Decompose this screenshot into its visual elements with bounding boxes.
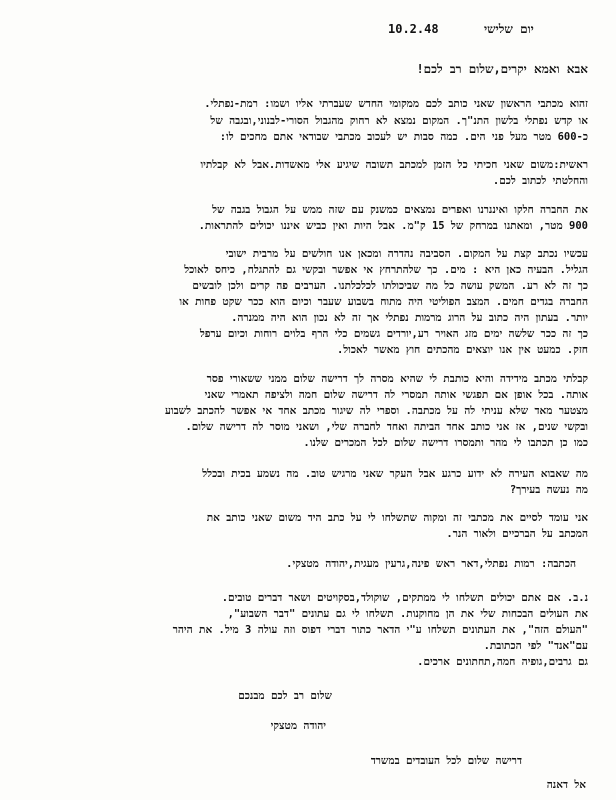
paragraph-4-line-4: החברה בגדים חמים. המצב הפוליטי היה מתוח בשבוע שעבר וכיום הוא ככר שקט פחות או: [179, 296, 588, 308]
paragraph-5-line-2: אותה. בכל אופן אם תפגשי אותה תמסרי לה דרישה שלום חמה ולציפה תאמרי שאני: [204, 389, 588, 401]
return-address: הכתבה: רמות נפתלי,דאר ראש פינה,גרעין מעגית,יהודה מטצקי.: [286, 558, 576, 570]
paragraph-5-line-3: מצטער מאד שלא עניתי לה על מכתבה. וספרי לה שיגור מכתב אחד אי אפשר להכתב לשבוע: [164, 405, 588, 417]
paragraph-4-line-6: כך זה ככר שלשה ימים מזג האויר רע,יורדים גשמים כלי הרף בלוים רוחות וכיום ערפל: [199, 328, 588, 340]
postscript-line-4: עם"אנד" לפי הכתובת.: [483, 640, 588, 652]
paragraph-4-line-2: הגליל. הבעיה כאן היא : מים. כך שלהתרחץ אי אפשר ובקשי גם להתגלח, כיחס לאוכל: [184, 264, 588, 276]
closing-line: שלום רב לכם מבנכם: [238, 690, 332, 702]
postscript-line-3: "העולם הזה", את העתונים תשלחו ע"י הדאר כתור דברי דפוס וזה עולה 3 מיל. את היהר: [172, 624, 588, 636]
paragraph-7-line-1: אני עומד לסיים את מכתבי זה ומקוה שתשלחו לי על כתב היד משום שאני כותב את: [206, 512, 588, 524]
paragraph-5-line-4: ובקשי שנים, אז אני כותב אחד הביתה ואחד לחברה שלי, ושאני מוסר לה דרישה שלום.: [185, 421, 588, 433]
paragraph-5-line-5: כמו כן תכתבו לי מהר ותמסרו דרישה שלום לכל המכרים שלנו.: [303, 437, 588, 449]
signature: יהודה מטצקי: [270, 720, 326, 732]
paragraph-4-line-7: חזק. כמעט אין אנו יוצאים מהכתים חוץ מאשר לאכול.: [336, 344, 588, 356]
paragraph-6-line-2: מה נעשה בעירך?: [509, 484, 588, 496]
paragraph-5-line-1: קבלתי מכתב מידידה והיא כותבת לי שהיא מסרה לך דרישה שלום ממני ששאורי פסר: [206, 373, 588, 385]
postscript-line-2: את העולים הבכחות שלי את הן מחוקנות. תשלחו לי גם עתונים "דבר השבוע",: [227, 608, 588, 620]
regards-to-office: דרישה שלום לכל העובדים במשרד: [370, 755, 522, 767]
paragraph-7-line-2: המכתב על הברכיים ולאור הנר.: [446, 528, 588, 540]
paragraph-4-line-3: כך זה לא רע. המשק עושה כל מה שביכולתו לכלכלתנו. הערבים פה קרים ולכן לובשים: [192, 280, 588, 292]
letter-date: 10.2.48: [388, 22, 439, 36]
paragraph-1-line-2: או קדש נפתלי בלשון התנ"ך. המקום נמצא לא רחוק מהגבול הסורי-לבנוני,ובגבה של: [210, 115, 588, 127]
paragraph-3-line-2: 900 מטר, ומאתנו במרחק של 15 ק"מ. אבל היות ואין כביש איננו יכולים להתראות.: [198, 220, 588, 232]
paragraph-1-line-1: זהוא מכתבי הראשון שאני כותב לכם ממקומי החדש שעברתי אליו ושמו: רמת-נפתלי.: [204, 98, 588, 110]
postscript-line-1: נ.ב. אם אתם יכולים תשלחו לי ממתקים, שוקולד,בסקויטים ושאר דברים טובים.: [221, 592, 588, 604]
letter-weekday: יום שלישי: [484, 22, 534, 36]
paragraph-4-line-1: עכשיו נכתב קצת על המקום. הסביבה נהדרה ומכאן אנו חולשים על מרבית ישובי: [225, 248, 588, 260]
paragraph-2-line-2: והחלטתי לכתוב לכם.: [492, 175, 588, 187]
salutation: אבא ואמא יקרים,שלום רב לכם!: [416, 62, 588, 76]
paragraph-3-line-1: את החברה חלקו ואיננרנו ואפרים נמצאים כמשנק עם שזה ממש על הגבול בגבה של: [212, 204, 588, 216]
recipient-note: אל דאנה: [546, 779, 586, 791]
paragraph-6-line-1: מה שאבוא העירה לא ידוע כרגע אבל העקר שאני מרגיש טוב. מה נשמע בכית ובכלל: [202, 468, 588, 480]
paragraph-4-line-5: יותר. בעתון היה כתוב על הרוג מרמות נפתלי אך זה לא נכון הוא היה ממנרה.: [231, 312, 588, 324]
paragraph-2-line-1: ראשית:משום שאני חכיתי כל הזמן למכתב תשובה שיגיע אלי מאשדות.אבל לא קבלתיו: [200, 159, 588, 171]
paragraph-1-line-3: כ-600 מטר מעל פני הים. כמה סבות יש לעכוב מכתבי שבודאי אתם מחכים לו:: [219, 131, 588, 143]
postscript-line-5: גם גרבים,גופיה חמה,תחתונים ארכים.: [417, 656, 588, 668]
